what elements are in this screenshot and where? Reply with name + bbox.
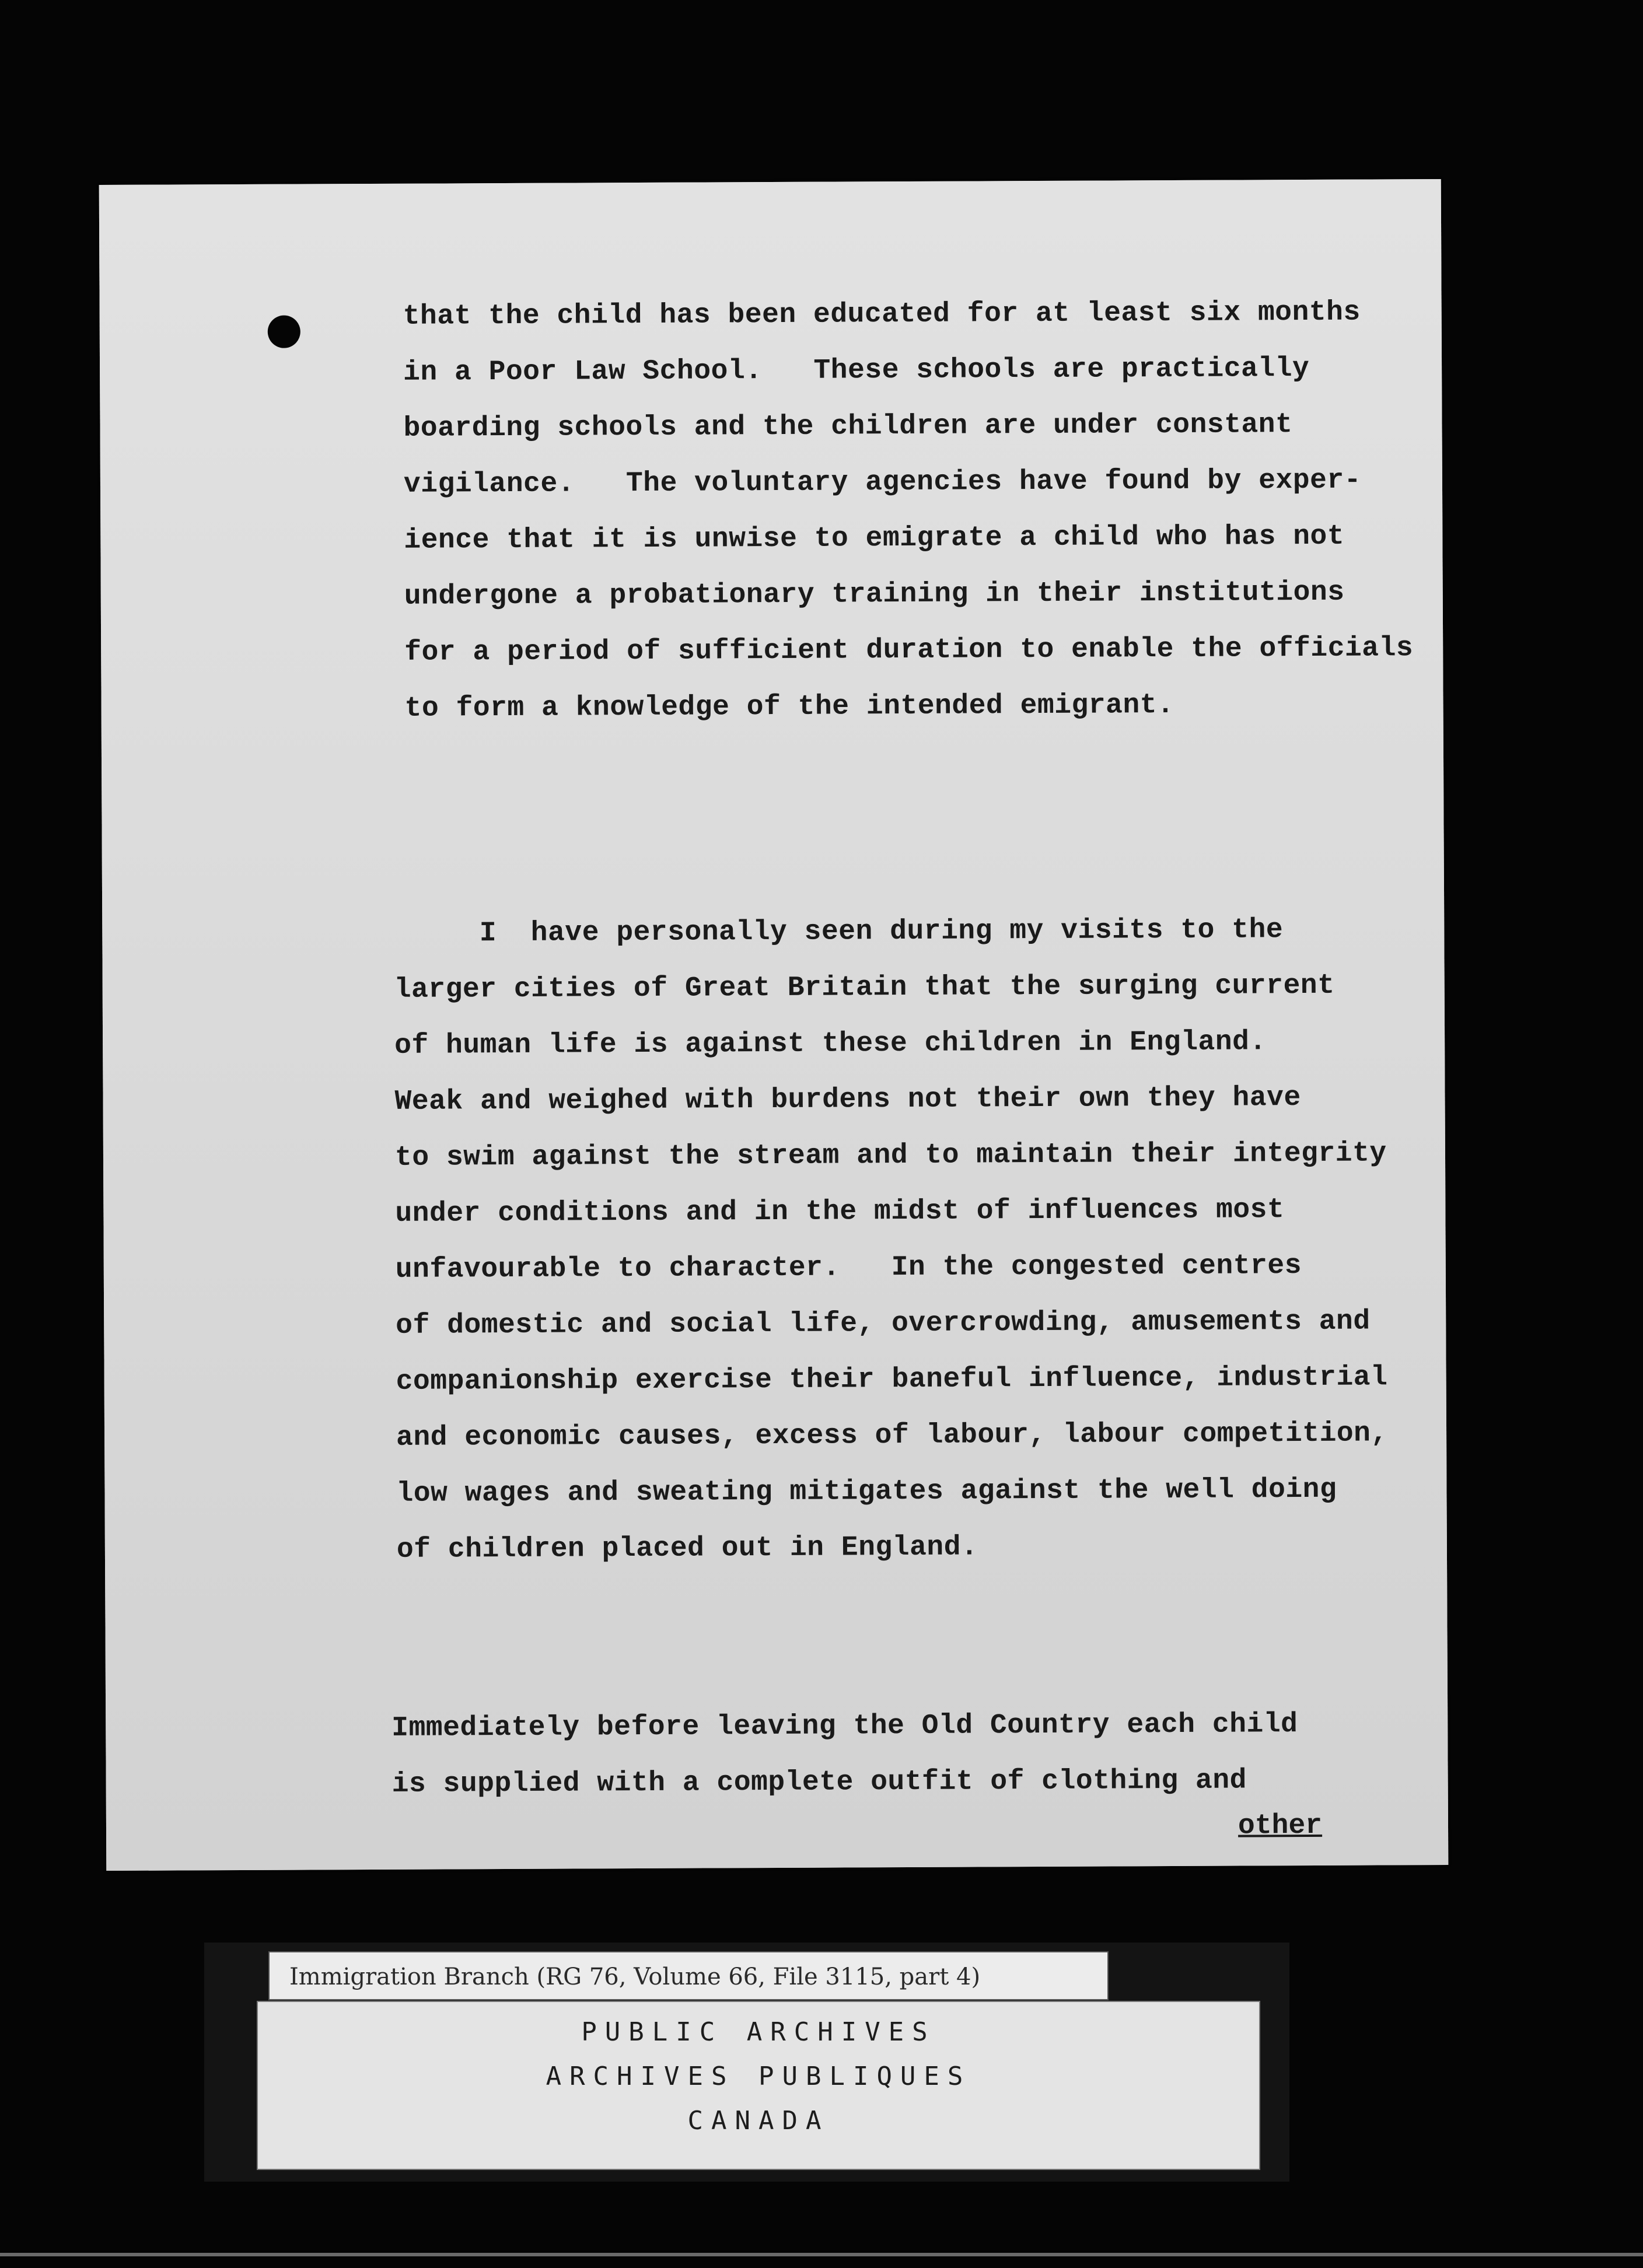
archive-stamp-card (257, 2001, 1260, 2170)
archive-line-2: ARCHIVES PUBLIQUES (546, 2062, 971, 2091)
text-line: larger cities of Great Britain that the surging current (394, 970, 1335, 1006)
text-line: ience that it is unwise to emigrate a child who has not (404, 520, 1345, 556)
text-line: of domestic and social life, overcrowding, amusements and (396, 1306, 1371, 1342)
text-line: Weak and weighed with burdens not their own they have (394, 1082, 1301, 1118)
text-line: of human life is against these children in England. (394, 1026, 1267, 1062)
text-line: and economic causes, excess of labour, labour competition, (396, 1418, 1388, 1454)
text-line: under conditions and in the midst of influences most (395, 1194, 1285, 1230)
archive-line-3: CANADA (687, 2106, 830, 2136)
text-line: Immediately before leaving the Old Country each child (391, 1709, 1298, 1744)
paragraph-3 (391, 1696, 1298, 1812)
punch-hole (268, 316, 300, 348)
text-line: I have personally seen during my visits to the (394, 914, 1284, 950)
text-line: is supplied with a complete outfit of clothing and (391, 1765, 1247, 1800)
archive-reference-strip: Immigration Branch (RG 76, Volume 66, File 3115, part 4) (268, 1951, 1109, 2000)
text-line: to form a knowledge of the intended emigrant. (404, 690, 1174, 724)
text-line: of children placed out in England. (396, 1531, 978, 1566)
text-line: that the child has been educated for at least six months (403, 296, 1361, 332)
text-line: vigilance. The voluntary agencies have found by exper- (403, 464, 1362, 501)
text-line: in a Poor Law School. These schools are practically (403, 352, 1310, 388)
text-line: low wages and sweating mitigates against the well doing (396, 1474, 1337, 1510)
text-line: for a period of sufficient duration to enable the officials (404, 632, 1414, 668)
archive-line-1: PUBLIC ARCHIVES (581, 2017, 936, 2047)
text-line: unfavourable to character. In the congested centres (395, 1250, 1302, 1286)
paragraph-1 (403, 284, 1413, 737)
catchword: other (1238, 1810, 1323, 1842)
paragraph-2 (394, 901, 1389, 1577)
text-line: to swim against the stream and to maintain their integrity (394, 1138, 1387, 1174)
document-page (99, 179, 1449, 1871)
frame-edge (0, 2253, 1643, 2256)
text-line: boarding schools and the children are under constant (403, 409, 1293, 444)
text-line: companionship exercise their baneful influence, industrial (396, 1362, 1388, 1398)
text-line: undergone a probationary training in their institutions (404, 576, 1345, 612)
